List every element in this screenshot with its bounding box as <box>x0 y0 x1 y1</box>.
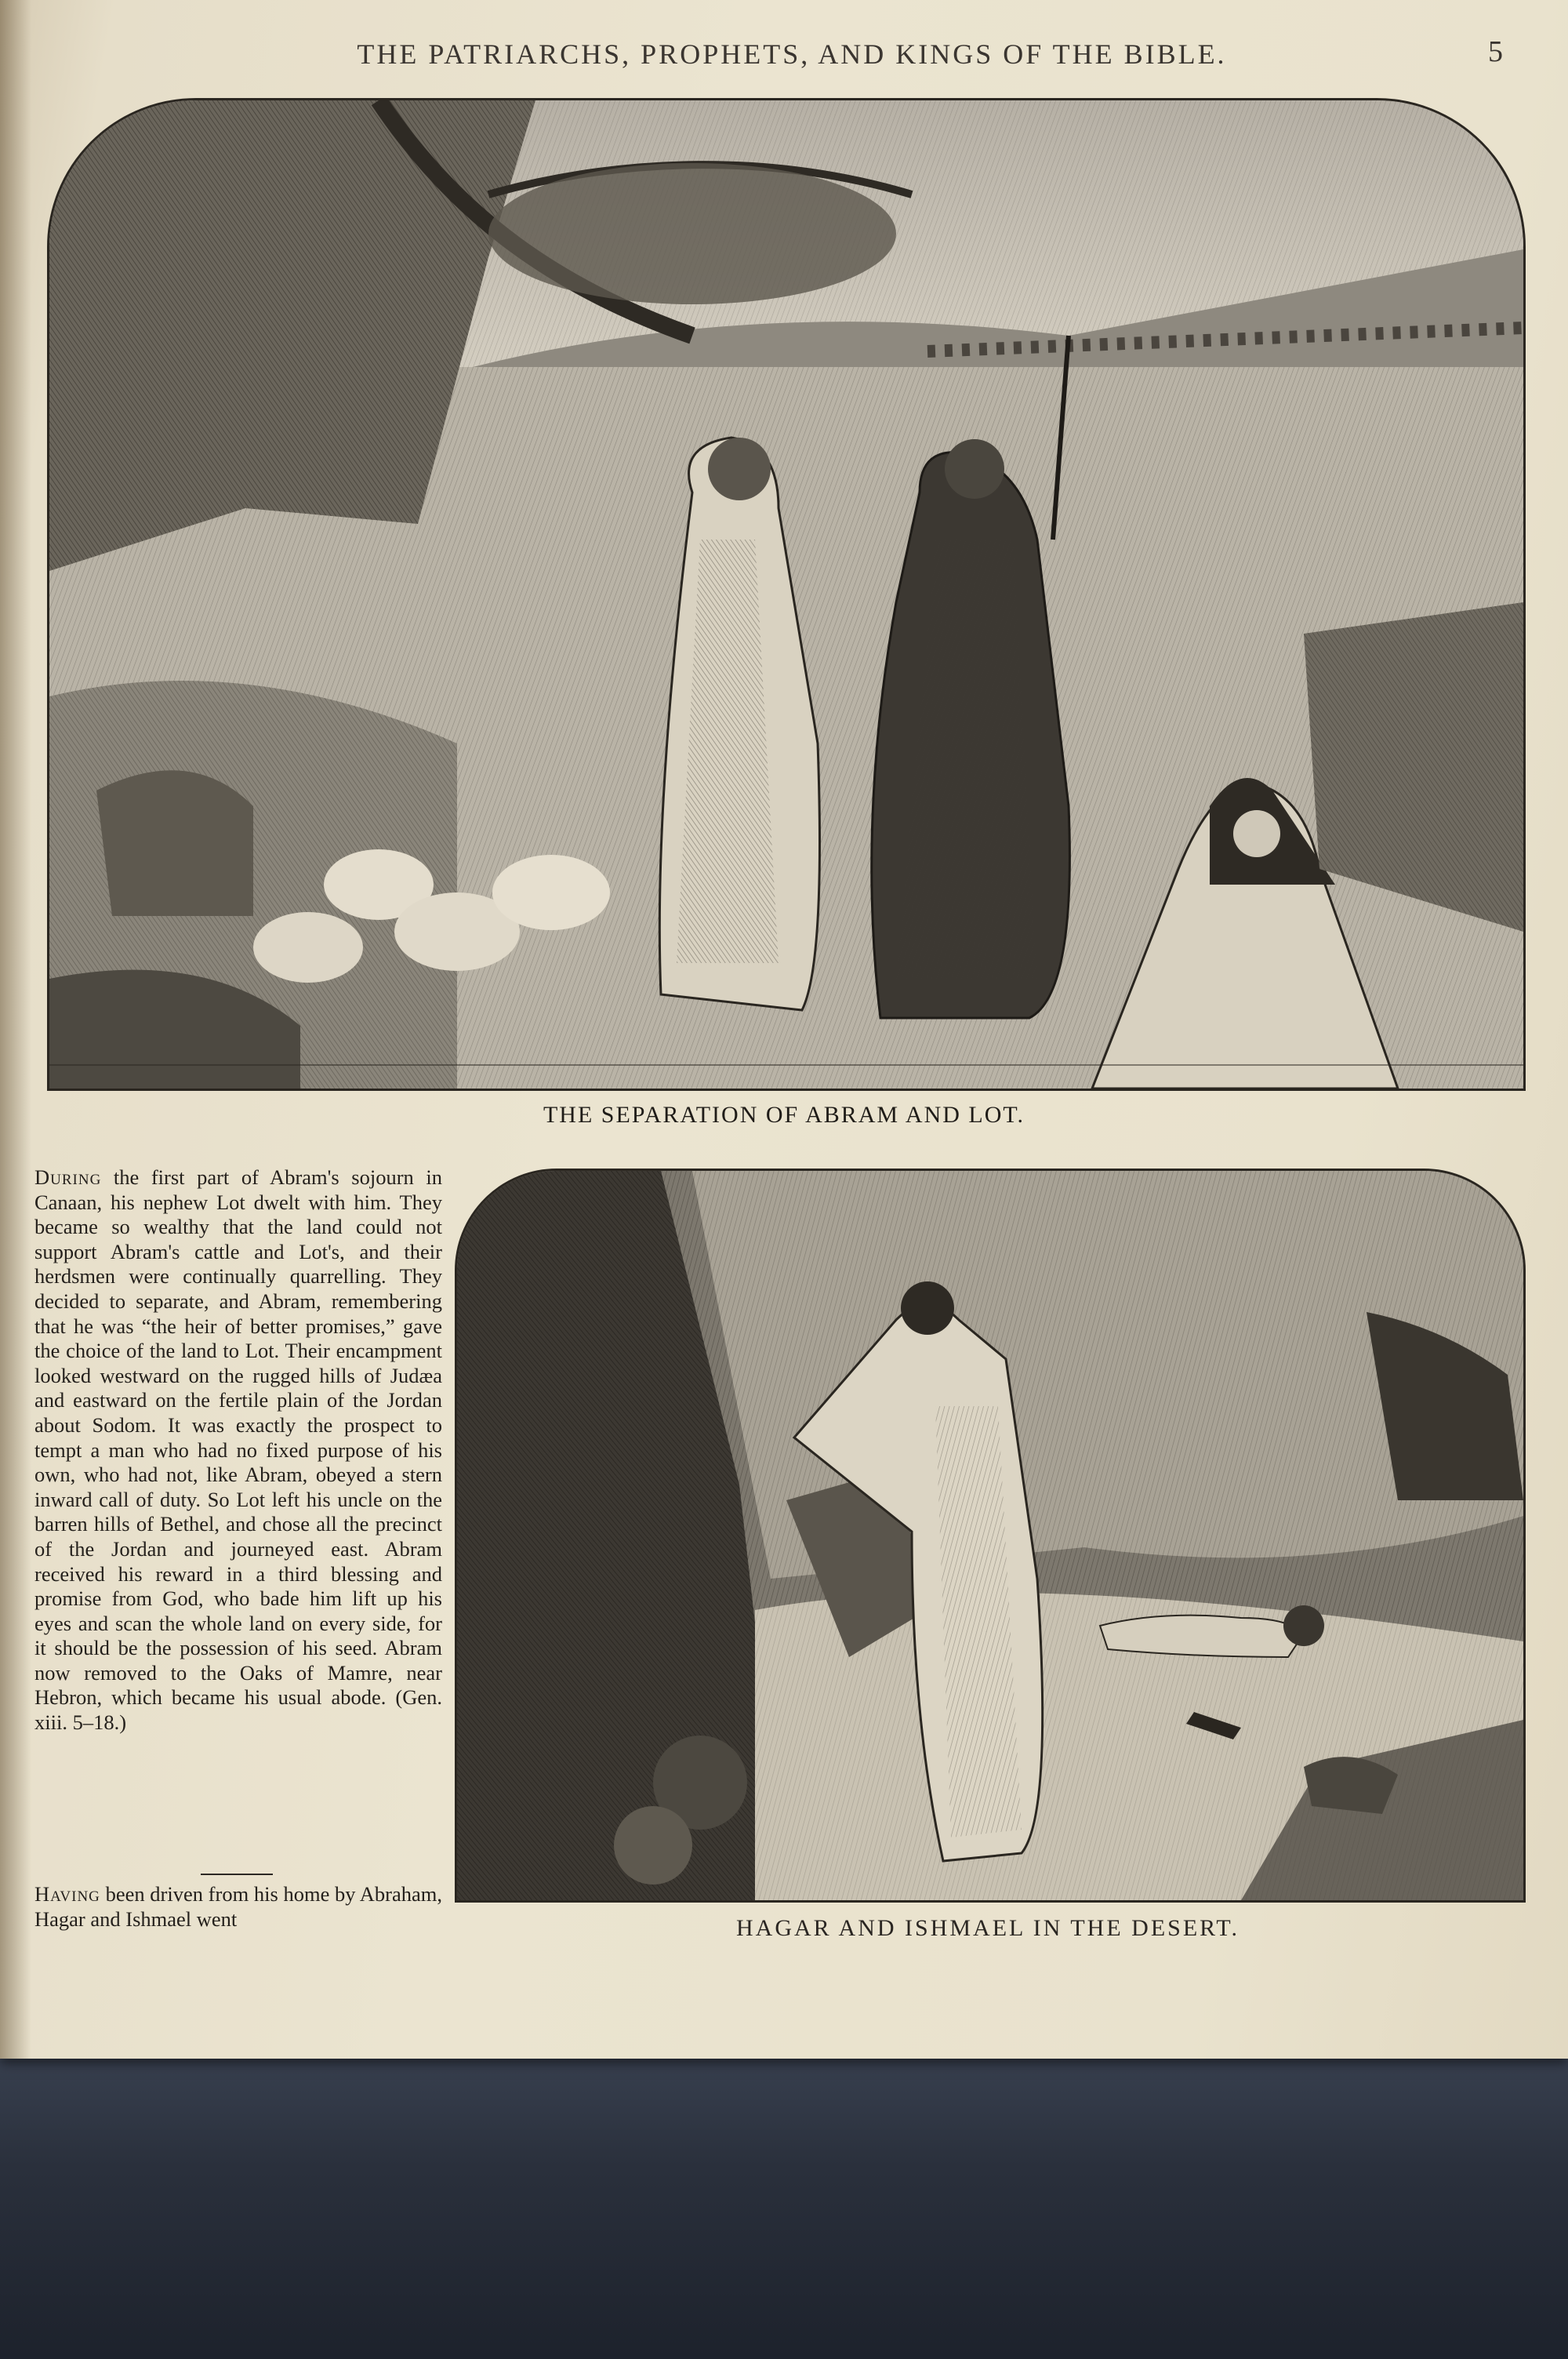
section-rule <box>201 1874 273 1875</box>
engraving-hagar <box>457 1171 1523 1900</box>
body-paragraph <box>34 1165 442 1736</box>
illustration-separation-of-abram-and-lot <box>47 98 1526 1091</box>
illustration-caption: HAGAR AND ISHMAEL IN THE DESERT. <box>736 1915 1240 1941</box>
drop-lead-word: During <box>34 1165 102 1189</box>
drop-lead-word: Having <box>34 1882 100 1906</box>
illustration-hagar-and-ishmael <box>455 1169 1526 1903</box>
gutter-shadow <box>0 0 31 2059</box>
scan-backdrop <box>0 2039 1568 2359</box>
paragraph-body: been driven from his home by Abraham, Hagar and Ishmael went <box>34 1882 442 1931</box>
page-number: 5 <box>1488 35 1503 68</box>
body-paragraph <box>34 1882 442 1932</box>
illustration-caption: THE SEPARATION OF ABRAM AND LOT. <box>543 1102 1025 1128</box>
paragraph-body: the first part of Abram's sojourn in Canaan, his nephew Lot dwelt with him. They became so wealthy that the land could not support Abram's cattle and Lot's, and their herdsmen were continually quarrelling. They decided to separate, and Abram, remembering that he was “the heir of better promises,” gave the choice of the land to Lot. Their encampment looked westward on the rugged hills of Judæa and eastward on the fertile plain of the Jordan about Sodom. It was exactly the prospect to tempt a man who had no fixed purpose of his own, who had not, like Abram, obeyed a stern inward call of duty. So Lot left his uncle on the barren hills of Bethel, and chose all the precinct of the Jordan and journeyed east. Abram received his reward in a third blessing and promise from God, who bade him lift up his eyes and scan the whole land on every side, for it should be the possession of his seed. Abram now removed to the Oaks of Mamre, near Hebron, which became his usual abode. (Gen. xiii. 5–18.) <box>34 1165 442 1735</box>
paragraph-text <box>34 1165 442 1736</box>
paragraph-text <box>34 1882 442 1932</box>
engraving-separation <box>49 100 1523 1089</box>
running-head: THE PATRIARCHS, PROPHETS, AND KINGS OF THE BIBLE. <box>357 38 1227 70</box>
